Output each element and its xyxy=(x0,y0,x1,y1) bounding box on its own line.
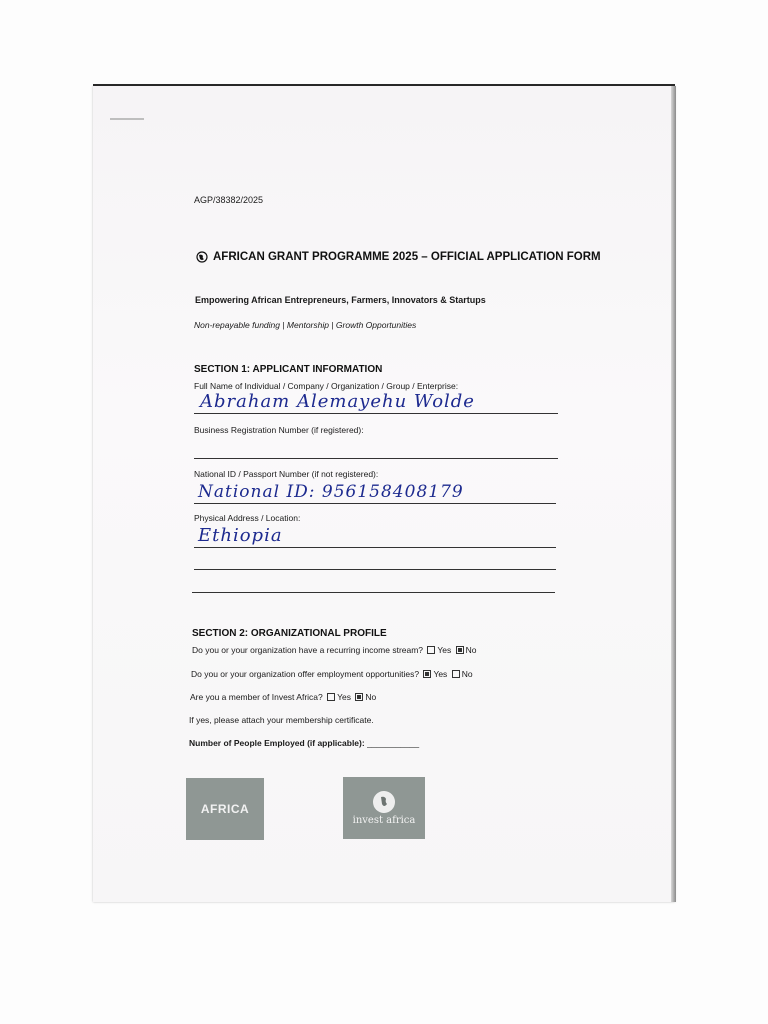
checkbox-icon[interactable] xyxy=(427,646,435,654)
attach-note: If yes, please attach your membership certificate. xyxy=(189,715,374,725)
full-name-value[interactable]: Abraham Alemayehu Wolde xyxy=(200,391,475,412)
paper-mark xyxy=(110,118,144,126)
form-title: AFRICAN GRANT PROGRAMME 2025 – OFFICIAL APPLICATION FORM xyxy=(213,251,601,263)
full-name-label: Full Name of Individual / Company / Organization / Group / Enterprise: xyxy=(194,381,459,391)
business-reg-label: Business Registration Number (if registered): xyxy=(194,425,364,435)
question-text: Do you or your organization have a recurring income stream? xyxy=(192,645,424,655)
employed-value[interactable]: ___________ xyxy=(367,738,420,748)
address-line-2 xyxy=(194,569,556,570)
national-id-label: National ID / Passport Number (if not registered): xyxy=(194,469,379,479)
no-label: No xyxy=(461,669,473,679)
question-recurring-income xyxy=(192,645,477,655)
form-subtitle: Empowering African Entrepreneurs, Farmers, Innovators & Startups xyxy=(195,295,486,305)
reference-number: AGP/38382/2025 xyxy=(194,195,264,205)
africa-logo-text: AFRICA xyxy=(200,802,250,816)
business-reg-line xyxy=(194,458,558,459)
question-employment xyxy=(191,669,473,679)
checkbox-icon[interactable] xyxy=(456,646,464,654)
question-text: Do you or your organization offer employment opportunities? xyxy=(191,669,420,679)
checkbox-icon[interactable] xyxy=(452,670,460,678)
national-id-line xyxy=(194,503,556,504)
section-2-heading: SECTION 2: ORGANIZATIONAL PROFILE xyxy=(192,628,387,639)
question-text: Are you a member of Invest Africa? xyxy=(190,692,323,702)
invest-africa-logo xyxy=(343,777,425,839)
checkbox-icon[interactable] xyxy=(355,693,363,701)
question-invest-africa xyxy=(190,692,376,702)
address-value[interactable]: Ethiopia xyxy=(198,525,283,546)
address-label: Physical Address / Location: xyxy=(194,513,301,523)
invest-africa-emblem-icon xyxy=(373,791,395,813)
form-title-row xyxy=(196,251,601,263)
paper-right-edge xyxy=(671,86,676,902)
globe-icon xyxy=(196,251,208,263)
checkbox-icon[interactable] xyxy=(327,693,335,701)
yes-label: Yes xyxy=(437,645,452,655)
no-label: No xyxy=(465,645,477,655)
address-line-1 xyxy=(194,547,556,548)
section-1-heading: SECTION 1: APPLICANT INFORMATION xyxy=(194,364,383,375)
africa-logo xyxy=(186,778,264,840)
yes-label: Yes xyxy=(433,669,448,679)
yes-label: Yes xyxy=(337,692,352,702)
checkbox-icon[interactable] xyxy=(423,670,431,678)
full-name-line xyxy=(194,413,558,414)
invest-africa-logo-text: invest africa xyxy=(352,814,416,826)
form-tagline: Non-repayable funding | Mentorship | Growth Opportunities xyxy=(194,320,417,330)
national-id-value[interactable]: National ID: 956158408179 xyxy=(198,482,464,502)
address-line-3 xyxy=(192,592,555,593)
employed-label: Number of People Employed (if applicable): xyxy=(189,738,365,748)
employed-row xyxy=(189,738,419,748)
no-label: No xyxy=(365,692,377,702)
